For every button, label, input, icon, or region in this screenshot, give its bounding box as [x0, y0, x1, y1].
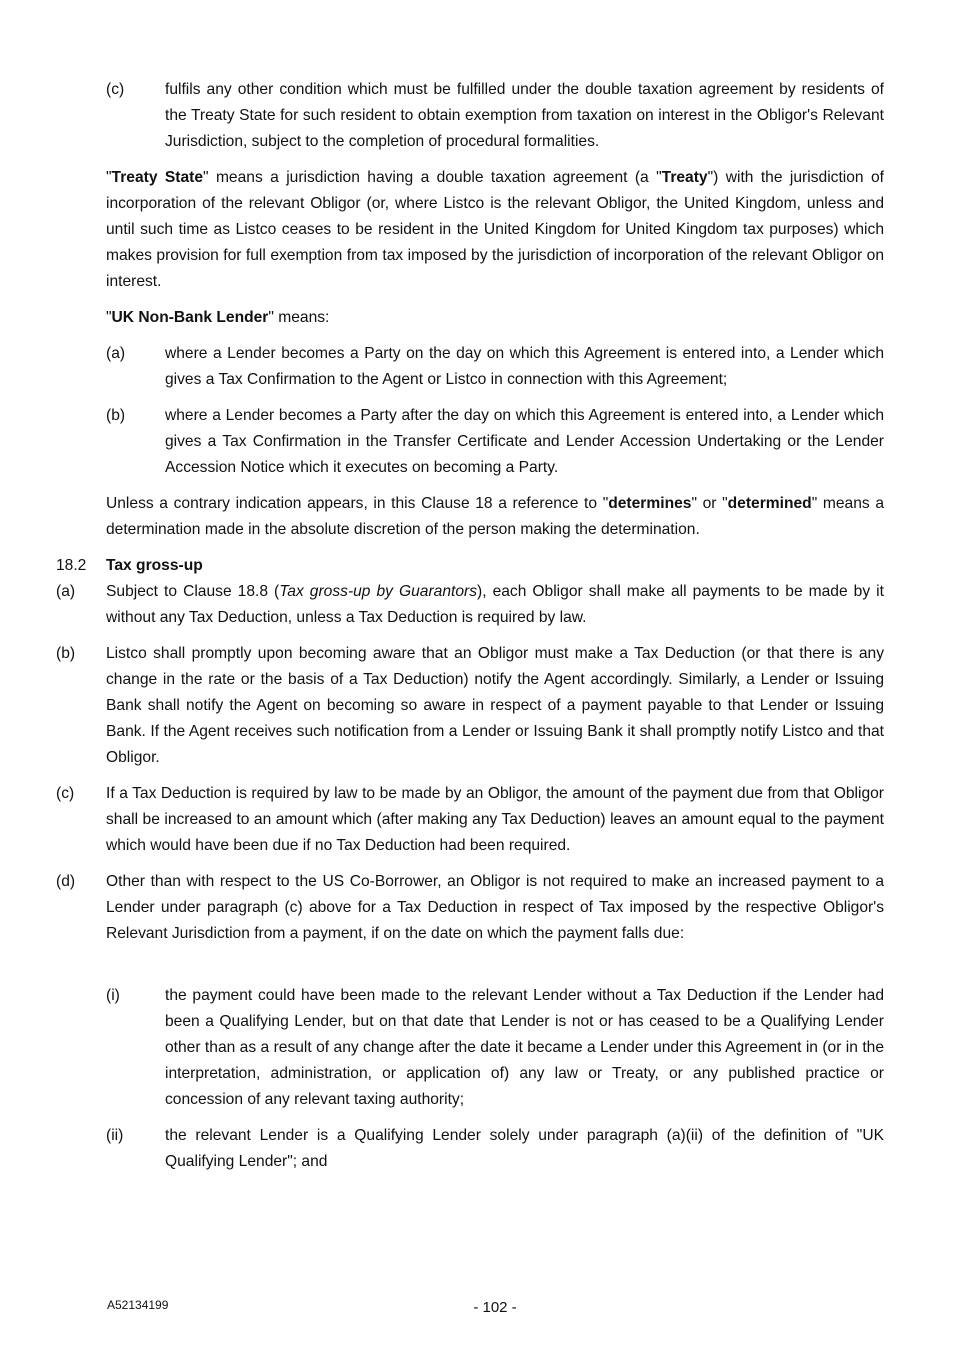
page-number: - 102 -	[473, 1299, 517, 1316]
cross-reference: Tax gross-up by Guarantors	[279, 583, 478, 600]
document-id: A52134199	[107, 1298, 169, 1312]
item-text: Subject to Clause 18.8 (Tax gross-up by Guarantors), each Obligor shall make all payments to be made by it without any Tax Deduction, unless a Tax Deduction is required by law.	[106, 583, 884, 626]
clause-number: 18.2	[56, 557, 87, 574]
clause-heading	[56, 553, 884, 579]
item-text: where a Lender becomes a Party on the day on which this Agreement is entered into, a Lender which gives a Tax Confirmation to the Agent or Listco in connection with this Agreement;	[165, 345, 884, 388]
definition-treaty-state: "Treaty State" means a jurisdiction having a double taxation agreement (a "Treaty") with the jurisdiction of incorporation of the relevant Obligor (or, where Listco is the relevant Obligor, the United Kingdom, unless and until such time as Listco ceases to be resident in the United Kingdom for United Kingdom tax purposes) which makes provision for full exemption from tax imposed by the jurisdiction of incorporation of the relevant Obligor on interest.	[106, 169, 884, 290]
item-text: the payment could have been made to the relevant Lender without a Tax Deduction if the Lender had been a Qualifying Lender, but on that date that Lender is not or has ceased to be a Qualifying Lender other than as a result of any change after the date it became a Lender under this Agreement in (or in the interpretation, administration, or application of) any law or Treaty, or any published practice or concession of any relevant taxing authority;	[165, 987, 884, 1108]
item-text: Other than with respect to the US Co-Borrower, an Obligor is not required to make an increased payment to a Lender under paragraph (c) above for a Tax Deduction in respect of Tax imposed by the respective Obligor's Relevant Jurisdiction from a payment, if on the date on which the payment falls due:	[106, 873, 884, 942]
item-text: where a Lender becomes a Party after the day on which this Agreement is entered into, a Lender which gives a Tax Confirmation in the Transfer Certificate and Lender Accession Undertaking or the Lender Accession Notice which it executes on becoming a Party.	[165, 407, 884, 476]
item-marker: (c)	[56, 785, 75, 802]
defined-term: determines	[608, 495, 692, 512]
item-marker: (ii)	[106, 1127, 124, 1144]
item-marker: (b)	[56, 645, 76, 662]
definition-uk-non-bank-lender: "UK Non-Bank Lender" means:	[106, 309, 330, 326]
item-marker: (a)	[106, 345, 126, 362]
item-text: Listco shall promptly upon becoming aware that an Obligor must make a Tax Deduction (or that there is any change in the rate or the basis of a Tax Deduction) notify the Agent accordingly. Similarly, a Lender or Issuing Bank shall notify the Agent on becoming so aware in respect of a payment payable to that Lender or Issuing Bank. If the Agent receives such notification from a Lender or Issuing Bank it shall promptly notify Listco and that Obligor.	[106, 645, 884, 766]
defined-term: determined	[727, 495, 812, 512]
item-text: If a Tax Deduction is required by law to be made by an Obligor, the amount of the payment due from that Obligor shall be increased to an amount which (after making any Tax Deduction) leaves an amount equal to the payment which would have been due if no Tax Deduction had been required.	[106, 785, 884, 854]
defined-term: UK Non-Bank Lender	[111, 309, 269, 326]
item-text: the relevant Lender is a Qualifying Lender solely under paragraph (a)(ii) of the definition of "UK Qualifying Lender"; and	[165, 1127, 884, 1170]
defined-term: Treaty State	[111, 169, 204, 186]
item-marker: (d)	[56, 873, 76, 890]
item-text: fulfils any other condition which must be fulfilled under the double taxation agreement by residents of the Treaty State for such resident to obtain exemption from taxation on interest in the Obligor's Relevant Jurisdiction, subject to the completion of procedural formalities.	[165, 81, 884, 150]
defined-term: Treaty	[661, 169, 708, 186]
item-marker: (c)	[106, 81, 125, 98]
item-marker: (b)	[106, 407, 126, 424]
interpretation-paragraph: Unless a contrary indication appears, in this Clause 18 a reference to "determines" or "determined" means a determination made in the absolute discretion of the person making the determination.	[106, 495, 884, 538]
item-marker: (a)	[56, 583, 76, 600]
item-marker: (i)	[106, 987, 120, 1004]
clause-title: Tax gross-up	[106, 557, 203, 574]
